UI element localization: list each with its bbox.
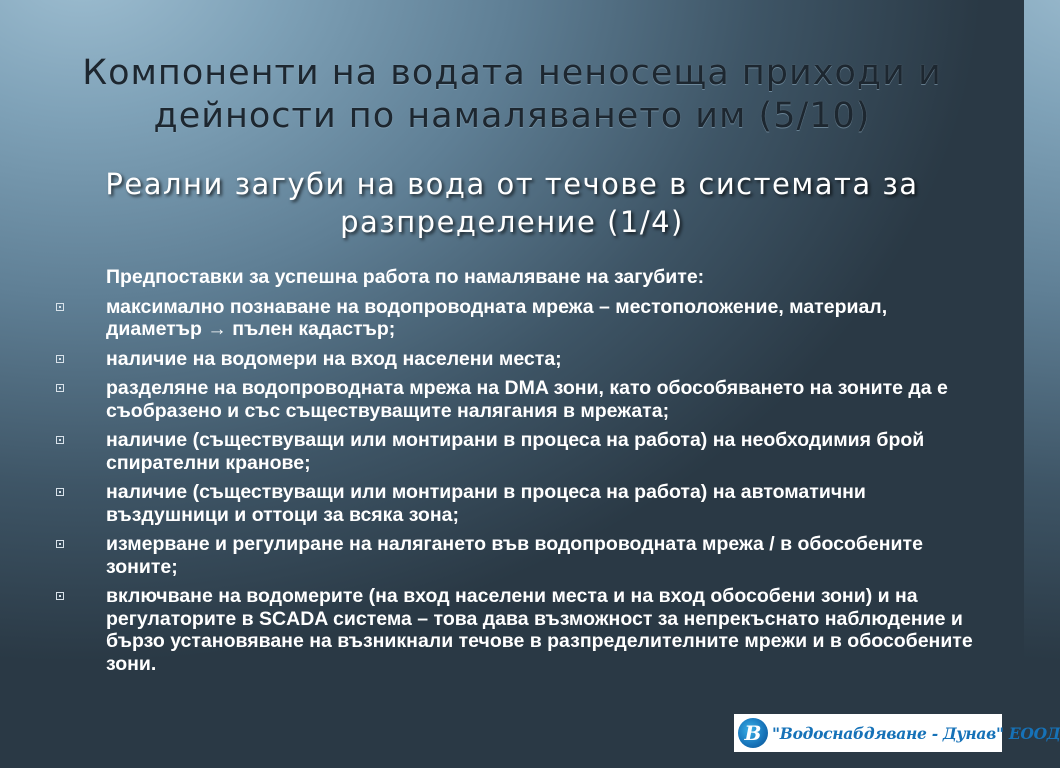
- square-bullet-icon: [56, 488, 64, 496]
- square-bullet-icon: [56, 303, 64, 311]
- square-bullet-icon: [56, 436, 64, 444]
- square-bullet-icon: [56, 592, 64, 600]
- list-item-text: максимално познаване на водопроводната мрежа – местоположение, материал, диаметър → пълен кадастър;: [106, 295, 888, 340]
- list-item: [54, 481, 974, 526]
- company-logo: [734, 714, 1060, 752]
- list-item: [54, 348, 974, 371]
- list-item-text: наличие (съществуващи или монтирани в процеса на работа) на автоматични въздушници и оттоци за всяка зона;: [106, 481, 866, 526]
- list-item: [54, 377, 974, 422]
- logo-text: "Водоснабдяване - Дунав" ЕООД: [772, 723, 1060, 743]
- square-bullet-icon: [56, 384, 64, 392]
- list-item: [54, 533, 974, 578]
- square-bullet-icon: [56, 540, 64, 548]
- list-item: [54, 296, 974, 341]
- square-bullet-icon: [56, 355, 64, 363]
- list-item-text: разделяне на водопроводната мрежа на DMA зони, като обособяването на зоните да е съобразено и със съществуващите налягания в мрежата;: [106, 377, 948, 422]
- slide-body: [54, 266, 974, 682]
- list-item-text: наличие (съществуващи или монтирани в процеса на работа) на необходимия брой спирателни кранове;: [106, 429, 925, 474]
- slide-title: Компоненти на водата неносеща приходи и дейности по намаляването им (5/10): [82, 53, 942, 136]
- slide-subtitle: Реални загуби на вода от течове в системата за разпределение (1/4): [105, 167, 919, 239]
- list-item-text: измерване и регулиране на налягането във водопроводната мрежа / в обособените зоните;: [106, 533, 923, 578]
- list-item-text: включване на водомерите (на вход населени места и на вход обособени зони) и на регулаторите в SCADA система – това дава възможност за непрекъснато наблюдение и бързо установяване на възникнали течове в разпределителните мрежи и в обособените зони.: [106, 585, 973, 675]
- list-item: [54, 585, 974, 675]
- logo-mark-icon: В: [738, 718, 768, 748]
- list-item: [54, 429, 974, 474]
- list-item-text: наличие на водомери на вход населени места;: [106, 347, 562, 370]
- lead-text: Предпоставки за успешна работа по намаляване на загубите:: [106, 266, 705, 288]
